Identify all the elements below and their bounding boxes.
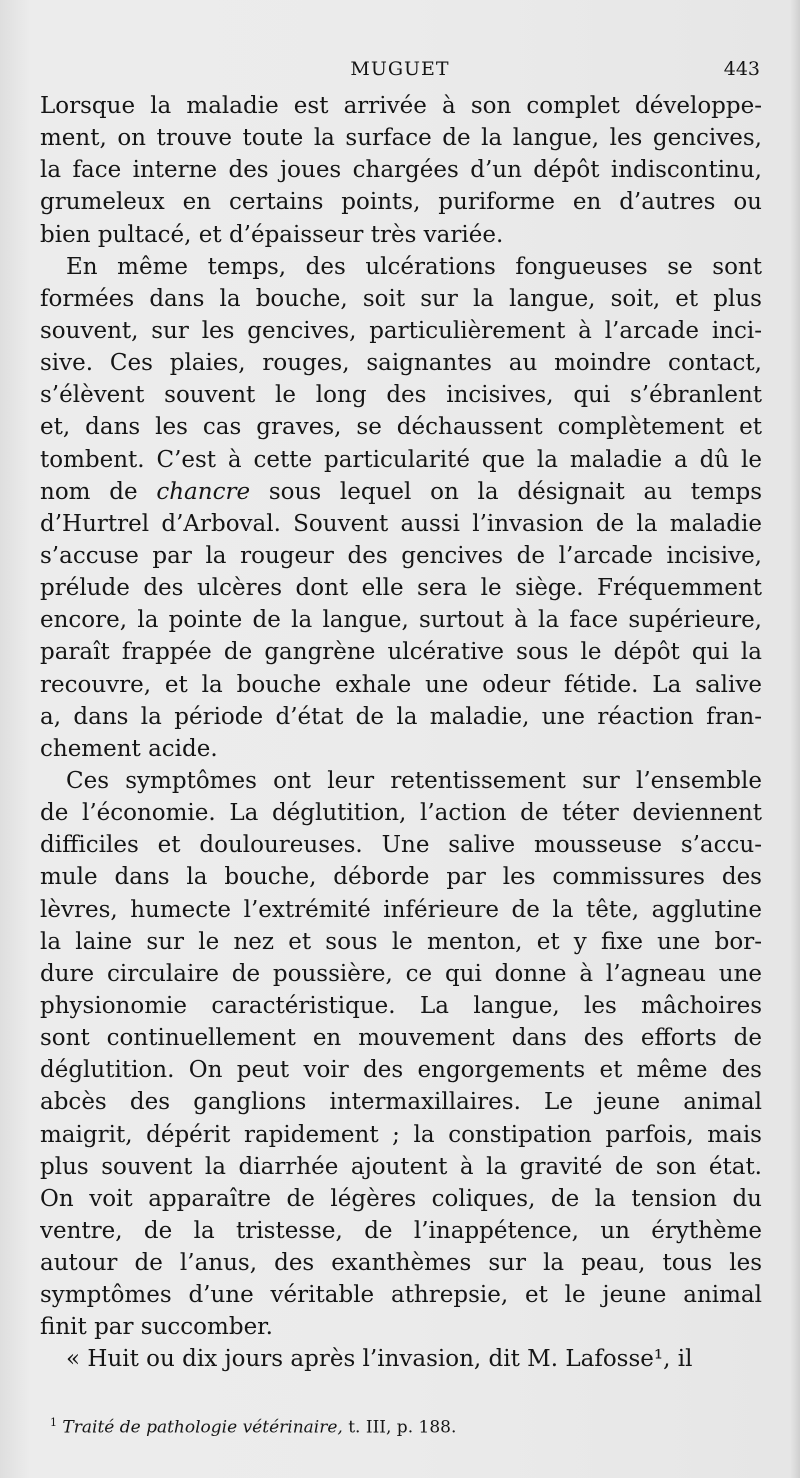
text-line: abcès des ganglions intermaxillaires. Le jeune animal <box>40 1089 762 1116</box>
text-line: d’Hurtrel d’Arboval. Souvent aussi l’invasion de la maladie <box>40 510 762 537</box>
text-line: finit par succomber. <box>40 1314 273 1341</box>
text-line: chement acide. <box>40 735 218 762</box>
text-line: de l’économie. La déglutition, l’action de téter deviennent <box>40 800 762 827</box>
page-number: 443 <box>723 58 760 80</box>
text-line: déglutition. On peut voir des engorgements et même des <box>40 1057 762 1084</box>
text-line: nom de chancre sous lequel on la désignait au temps <box>40 478 762 505</box>
text-line: sont continuellement en mouvement dans des efforts de <box>40 1025 762 1052</box>
footnote-reference: t. III, p. 188. <box>342 1417 457 1438</box>
text-line: sive. Ces plaies, rouges, saignantes au moindre contact, <box>40 350 762 377</box>
text-line: difficiles et douloureuses. Une salive mousseuse s’accu- <box>40 832 762 859</box>
text-line: formées dans la bouche, soit sur la langue, soit, et plus <box>40 285 762 312</box>
text-line: autour de l’anus, des exanthèmes sur la peau, tous les <box>40 1250 762 1277</box>
text-line: ventre, de la tristesse, de l’inappétence, un érythème <box>40 1217 762 1244</box>
text-line: la face interne des joues chargées d’un dépôt indiscontinu, <box>40 157 762 184</box>
text-line: Ces symptômes ont leur retentissement sur l’ensemble <box>66 767 762 794</box>
text-line: recouvre, et la bouche exhale une odeur fétide. La salive <box>40 671 762 698</box>
footnote <box>50 1410 750 1441</box>
body-text <box>40 90 762 1376</box>
text-line: a, dans la période d’état de la maladie, une réaction fran- <box>40 703 762 730</box>
text-line: maigrit, dépérit rapidement ; la constipation parfois, mais <box>40 1121 762 1148</box>
footnote-title: Traité de pathologie vétérinaire, <box>62 1417 343 1438</box>
text-line: souvent, sur les gencives, particulièrement à l’arcade inci- <box>40 317 762 344</box>
text-line: physionomie caractéristique. La langue, les mâchoires <box>40 992 762 1019</box>
footnote-marker: 1 <box>50 1416 57 1429</box>
text-line: prélude des ulcères dont elle sera le siège. Fréquemment <box>40 575 762 602</box>
emphasis-word: chancre <box>156 478 251 505</box>
running-title: MUGUET <box>350 58 450 80</box>
text-line: bien pultacé, et d’épaisseur très variée. <box>40 221 504 248</box>
running-head <box>40 58 760 86</box>
text-line: grumeleux en certains points, puriforme en d’autres ou <box>40 189 762 216</box>
text-line: encore, la pointe de la langue, surtout à la face supérieure, <box>40 607 762 634</box>
text-line: « Huit ou dix jours après l’invasion, dit M. Lafosse¹, il <box>66 1346 693 1373</box>
text-line: Lorsque la maladie est arrivée à son complet développe- <box>40 93 762 119</box>
text-line: paraît frappée de gangrène ulcérative sous le dépôt qui la <box>40 639 762 666</box>
text-line: plus souvent la diarrhée ajoutent à la gravité de son état. <box>40 1153 762 1180</box>
text-line: On voit apparaître de légères coliques, de la tension du <box>40 1185 762 1212</box>
text-line: En même temps, des ulcérations fongueuses se sont <box>66 253 762 280</box>
text-line: la laine sur le nez et sous le menton, et y fixe une bor- <box>40 928 762 955</box>
text-line: tombent. C’est à cette particularité que la maladie a dû le <box>40 446 762 473</box>
text-line: symptômes d’une véritable athrepsie, et le jeune animal <box>40 1282 762 1309</box>
text-line: et, dans les cas graves, se déchaussent complètement et <box>40 414 762 441</box>
text-line: ment, on trouve toute la surface de la langue, les gencives, <box>40 125 762 152</box>
text-line: s’élèvent souvent le long des incisives, qui s’ébranlent <box>40 382 762 409</box>
text-line: dure circulaire de poussière, ce qui donne à l’agneau une <box>40 960 762 987</box>
text-line: lèvres, humecte l’extrémité inférieure de la tête, agglutine <box>40 896 762 923</box>
text-line: s’accuse par la rougeur des gencives de l’arcade incisive, <box>40 542 762 569</box>
text-line: mule dans la bouche, déborde par les commissures des <box>40 864 762 891</box>
